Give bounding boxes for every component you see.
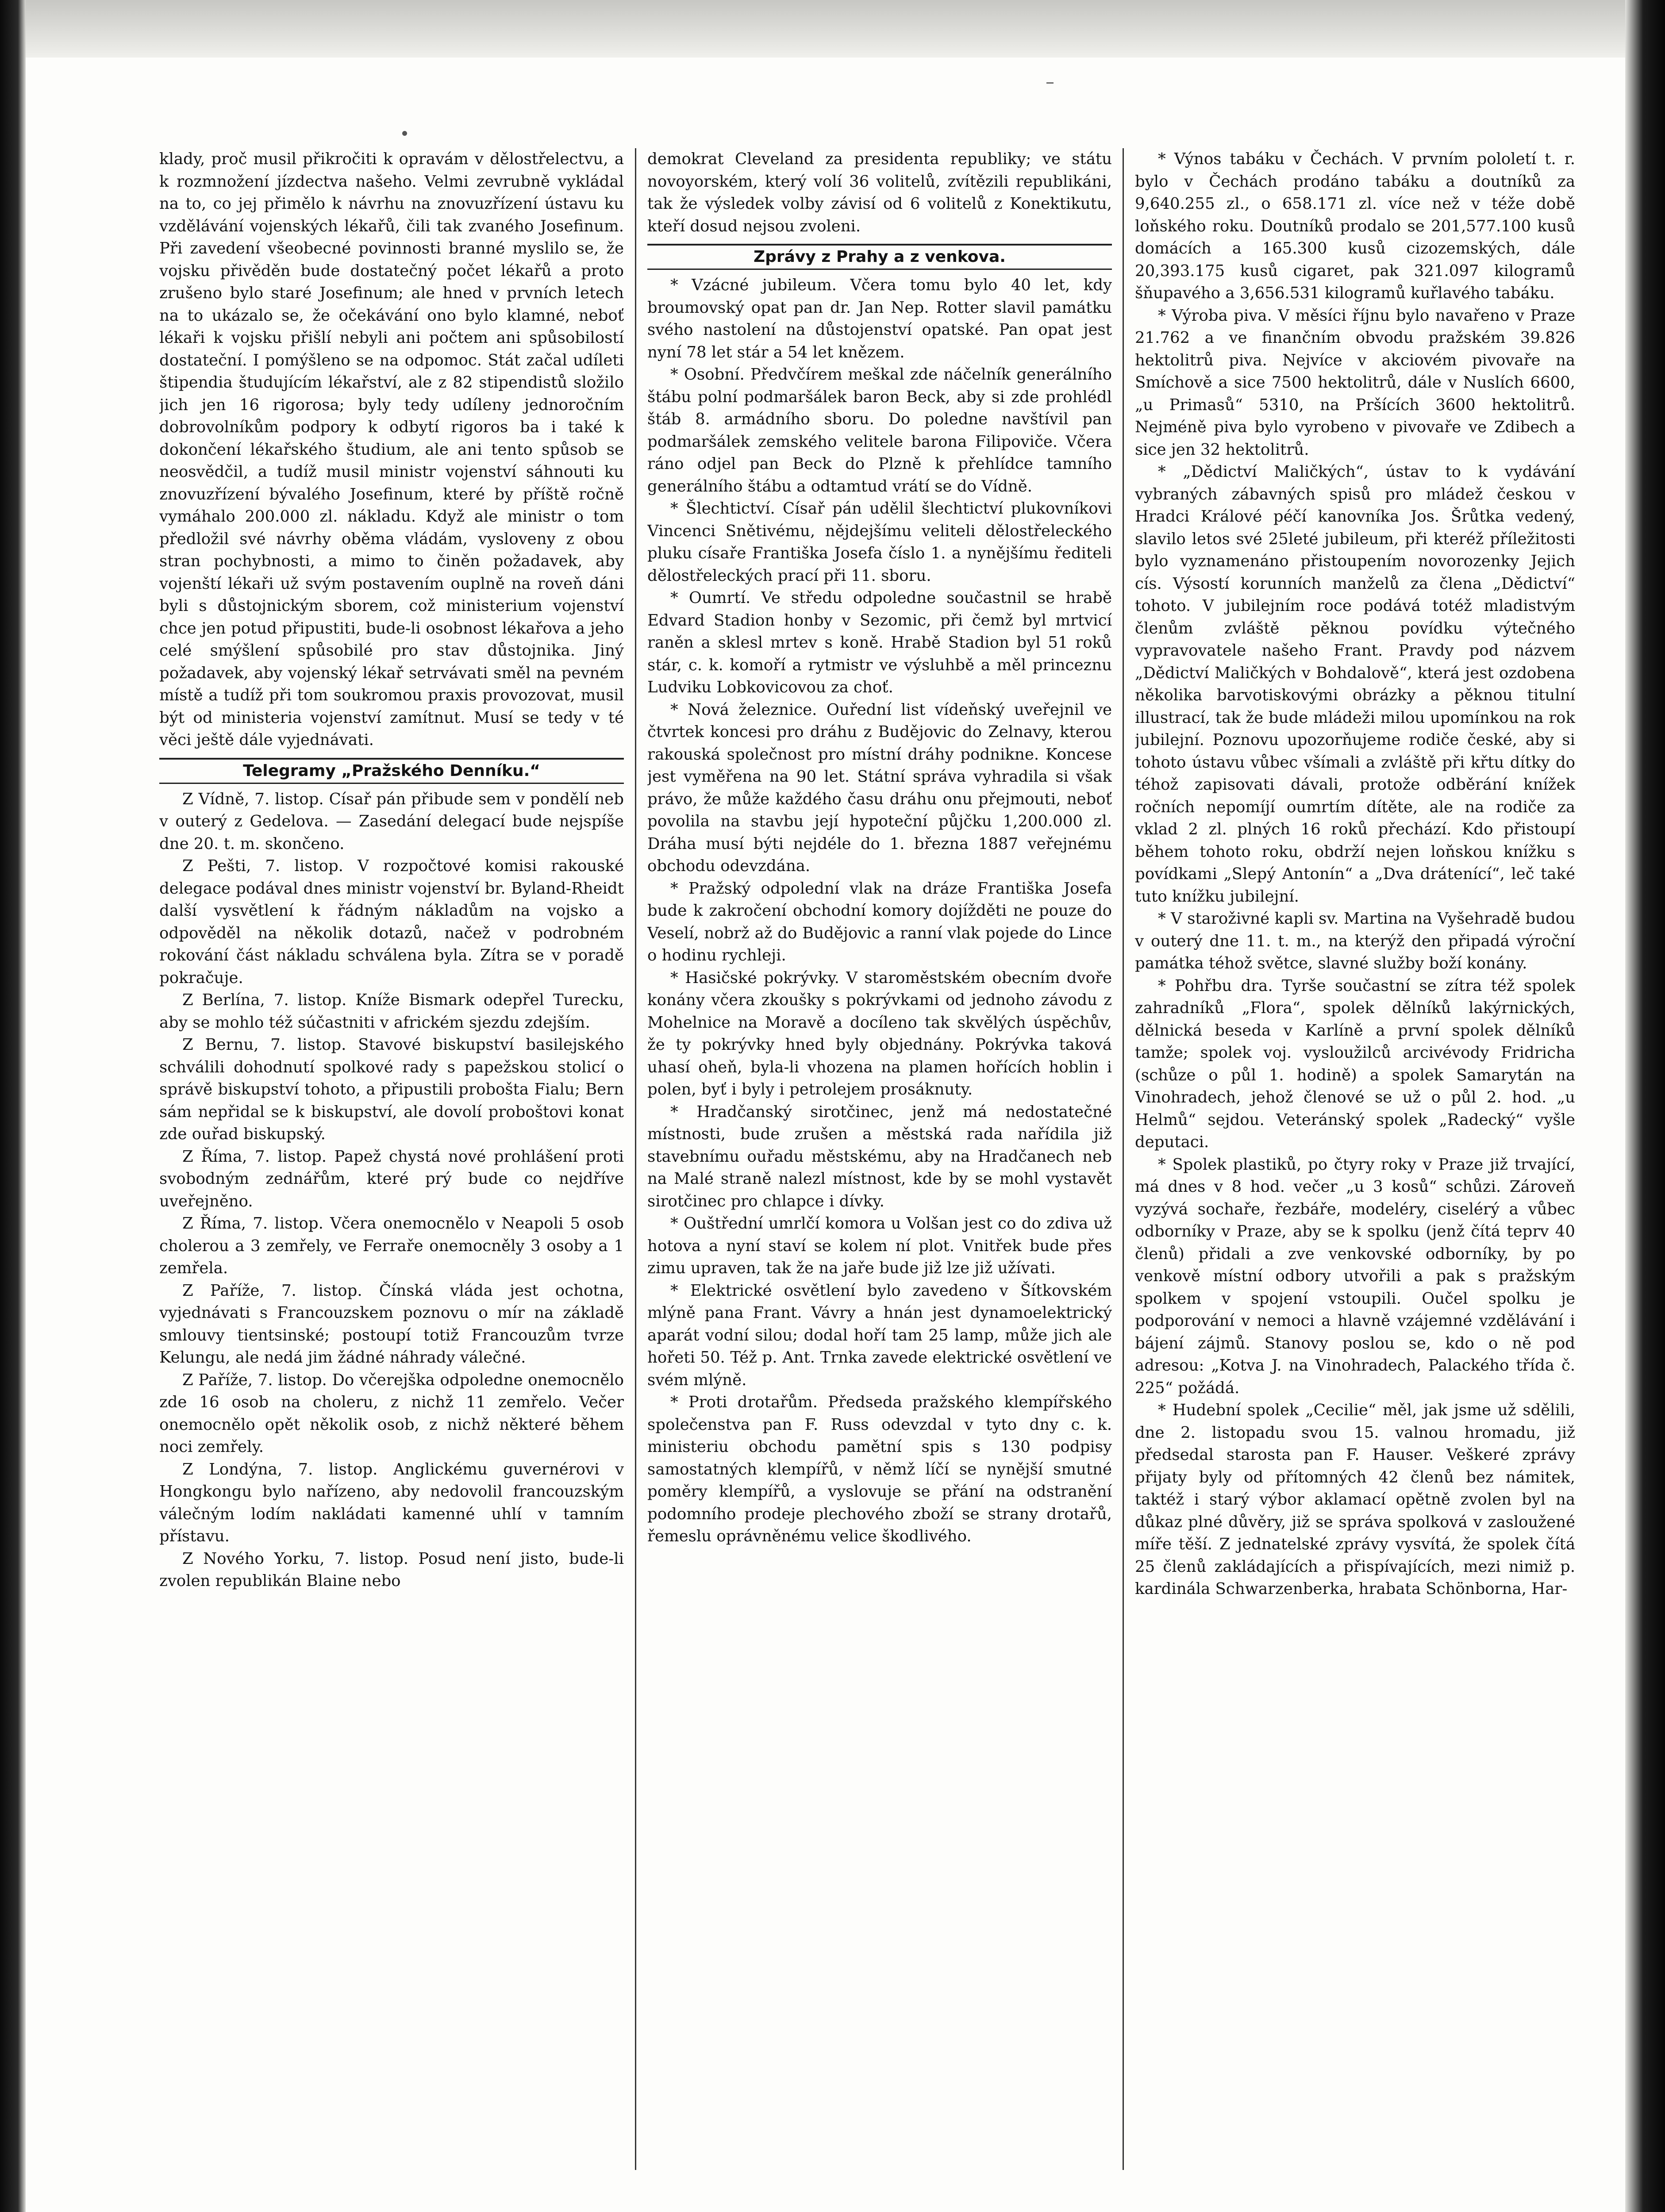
news-item: * Výroba piva. V měsíci říjnu bylo navařeno v Praze 21.762 a ve finančním obvodu pražském 39.826 hektolitrů piva. Nejvíce v akciovém pivovaře na Smíchově a sice 7500 hektolitrů, dále v Nuslích 6600, „u Primasů“ 5310, na Pršících 3600 hektolitrů. Nejméně piva bylo vyrobeno v pivovaře ve Zdibech a sice jen 32 hektolitrů. bbox=[1135, 306, 1575, 459]
telegram-vienna: Z Vídně, 7. listop. Císař pán přibude sem v pondělí neb v outerý z Gedelova. — Zasedání delegací bude nejspíše dne 20. t. m. skončeno. bbox=[159, 790, 624, 853]
telegram-rome-2: Z Říma, 7. listop. Včera onemocnělo v Neapoli 5 osob cholerou a 3 zemřely, ve Ferraře onemocněly 3 osoby a 1 zemřela. bbox=[159, 1214, 624, 1277]
ink-mark bbox=[1046, 82, 1054, 84]
news-item: * Šlechtictví. Císař pán udělil šlechtictví plukovníkovi Vincenci Snětivému, nějdejšímu veliteli dělostřeleckého pluku císaře Františka Josefa číslo 1. a nynějšímu řediteli dělostřeleckých prací při 11. sboru. bbox=[647, 499, 1112, 585]
news-item: * Oumrtí. Ve středu odpoledne součastnil se hrabě Edvard Stadion honby v Sezomic, při čemž byl mrtvicí raněn a sklesl mrtev s koně. Hrabě Stadion byl 51 roků stár, c. k. komoří a rytmistr ve výsluhbě a měl princeznu Ludviku Lobkovicovou za choť. bbox=[647, 589, 1112, 696]
news-item: * Vzácné jubileum. Včera tomu bylo 40 let, kdy broumovský opat pan dr. Jan Nep. Rotter slavil památku svého nastolení na důstojenství opatské. Pan opat jest nyní 78 let stár a 54 let knězem. bbox=[647, 276, 1112, 361]
telegram-rome-1: Z Říma, 7. listop. Papež chystá nové prohlášení proti svobodným zednářům, které prý bude co nejdříve uveřejněno. bbox=[159, 1147, 624, 1210]
news-item: * Pohřbu dra. Tyrše součastní se zítra též spolek zahradníků „Flora“, spolek dělníků lakýrnických, dělnická beseda v Karlíně a první spolek dělníků tamže; spolek voj. vysloužilců arcivévody Fridricha (schůze o půl 1. hodině) a spolek Samarytán na Vinohradech, jehož členové se už o půl 2. hod. „u Helmů“ sejdou. Veteránský spolek „Radecký“ vyšle deputaci. bbox=[1135, 976, 1575, 1151]
column-3 bbox=[1135, 148, 1575, 2170]
scan-top-shadow bbox=[0, 0, 1665, 58]
telegram-bern: Z Bernu, 7. listop. Stavové biskupství basilejského schválili dohodnutí spolkové rady s papežskou stolicí o správě biskupství tohoto, a připustili probošta Fialu; Bern sám nepřidal se k biskupství, ale dovolí proboštovi konat zde ouřad biskupský. bbox=[159, 1036, 624, 1143]
telegram-new-york: Z Nového Yorku, 7. listop. Posud není jisto, bude-li zvolen republikán Blaine nebo bbox=[159, 1549, 624, 1590]
scan-right-edge bbox=[1625, 0, 1665, 2212]
scan-left-edge bbox=[0, 0, 26, 2212]
news-item: * Hasičské pokrývky. V staroměstském obecním dvoře konány včera zkoušky s pokrývkami od jednoho závodu z Mohelnice na Moravě a docíleno tak skvělých úspěchův, že ty pokrývky hned byly objednány. Pokrývka taková uhasí oheň, byla-li vhozena na plamen hořících hoblin i polen, byť i byly i petrolejem prosáknuty. bbox=[647, 968, 1112, 1098]
column-2 bbox=[647, 148, 1112, 2170]
column-1 bbox=[159, 148, 624, 2170]
telegram-paris-1: Z Paříže, 7. listop. Čínská vláda jest ochotna, vyjednávati s Francouzskem poznovu o mír na základě smlouvy tientsinské; postoupí totiž Francouzům tvrze Kelungu, ale nedá jim žádné náhrady válečné. bbox=[159, 1281, 624, 1367]
telegram-london: Z Londýna, 7. listop. Anglickému guvernérovi v Hongkongu bylo nařízeno, aby nedovolil francouzským válečným lodím nakládati kamenné uhlí v tamním přístavu. bbox=[159, 1460, 624, 1545]
news-item: * Spolek plastiků, po čtyry roky v Praze již trvající, má dnes v 8 hod. večer „u 3 kosů“ schůzi. Zároveň vyzývá sochaře, řezbáře, modeléry, ciselérý a vůbec odborníky v Praze, aby se k spolku (jenž čítá teprv 40 členů) přidali a zve venkovské odborníky, by po venkově místní odbory utvořili a pak s pražským spolkem v spojení vstoupili. Oučel spolku je podporování v nemoci a hlavně vzájemné vzdělávání i bájení zájmů. Stanovy poslou se, kdo o ně pod adresou: „Kotva J. na Vinohradech, Palackého třída č. 225“ požádá. bbox=[1135, 1155, 1575, 1397]
news-item: * Elektrické osvětlení bylo zavedeno v Šítkovském mlýně pana Frant. Vávry a hnán jest dynamoelektrický aparát vodní silou; dodal hoří tam 25 lamp, může jich ale hořeti 50. Též p. Ant. Trnka zavede elektrické osvětlení ve svém mlýně. bbox=[647, 1281, 1112, 1389]
column-rule bbox=[635, 148, 636, 2170]
article-continuation: klady, proč musil přikročiti k opravám v dělostřelectvu, a k rozmnožení jízdectva našeho. Velmi zevrubně vykládal na to, co jej přimělo k návrhu na znovuzřízení ústavu ku vzdělávání vojenských lékařů, čili tak zvaného Josefinum. Při zavedení všeobecné povinnosti branné myslilo se, že vojsku přivěděn bude dostatečný počet lékařů a proto zrušeno bylo staré Josefinum; ale hned v prvních letech na to ukázalo se, že očekávání ono bylo klamné, neboť lékaři k vojsku přišlí nebyli ani počtem ani spůsobilostí dostateční. I pomýšleno se na odpomoc. Stát začal udíleti štipendia študujícím lékařství, ale z 82 stipendistů složilo jich jen 16 rigorosa; byly tedy udíleny jednoročním dobrovolníkům podpory k odbytí rigoros ba i také k dokončení lékařského študium, ale ani tento spůsob se neosvědčil, a tudíž musil ministr vojenství sáhnouti ku znovuzřízení bývalého Josefinum, které by příště ročně vymáhalo 200.000 zl. nákladu. Když ale ministr o tom předložil své návrhy oběma vládám, vysloveny z obou stran pochybnosti, a mimo to činěn požadavek, aby vojenští lékaři už svým postavením ouplně na roveň dáni byli s důstojnickým sborem, což ministerium vojenství chce jen potud připustiti, bude-li osobnost lékařova a jeho celé smýšlení spůsobilé pro stav důstojnika. Jiný požadavek, aby vojenský lékař setrvávati směl na pevném místě a tudíž při tom soukromou praxis provozovat, musil být od ministeria vojenství zamítnut. Musí se tedy v té věci ještě dále vyjednávati. bbox=[159, 150, 624, 749]
ink-speck bbox=[402, 131, 407, 136]
news-item: * Osobní. Předvčírem meškal zde náčelník generálního štábu polní podmaršálek baron Beck, aby si zde prohlédl štáb 8. armádního sboru. Do poledne navštívil pan podmaršálek zemského velitele barona Filipoviče. Včera ráno odjel pan Beck do Plzně k přehlídce tamního generálního štábu a odtamtud vrátí se do Vídně. bbox=[647, 365, 1112, 495]
news-item: * V staroživné kapli sv. Martina na Vyšehradě budou v outerý dne 11. t. m., na kterýž den připadá výroční památka téhož světce, slavné služby boží konány. bbox=[1135, 910, 1575, 972]
newspaper-page bbox=[159, 148, 1575, 2170]
telegram-new-york-continued: demokrat Cleveland za presidenta republiky; ve státu novoyorském, který volí 36 volitelů, zvítězili republikáni, tak že výsledek volby závisí od 6 volitelů z Konektikutu, kteří dosud nejsou zvoleni. bbox=[647, 150, 1112, 235]
news-item: * Hudební spolek „Cecilie“ měl, jak jsme už sdělili, dne 2. listopadu svou 15. valnou hromadu, již předsedal starosta pan F. Hauser. Veškeré zprávy přijaty byly od přítomných 42 členů bez námitek, taktéž i starý výbor aklamací opětně zvolen byl na důkaz plné důvěry, již se správa spolková v zasloužené míře těší. Z jednatelské zprávy vysvítá, že spolek čítá 25 členů zakládajících a přispívajících, mezi nimiž p. kardinála Schwarzenberka, hrabata Schönborna, Har- bbox=[1135, 1401, 1575, 1598]
column-rule bbox=[1123, 148, 1124, 2170]
news-item: * Výnos tabáku v Čechách. V prvním pololetí t. r. bylo v Čechách prodáno tabáku a doutníků za 9,640.255 zl., o 658.171 zl. více než v téže době loňského roku. Doutníků prodalo se 201,577.100 kusů domácích a 165.300 kusů cizozemských, dále 20,393.175 kusů cigaret, pak 321.097 kilogramů šňupavého a 3,656.531 kilogramů kuřlavého tabáku. bbox=[1135, 150, 1575, 302]
section-heading-zpravy: Zprávy z Prahy a z venkova. bbox=[647, 244, 1112, 270]
telegram-berlin: Z Berlína, 7. listop. Kníže Bismark odepřel Turecku, aby se mohlo též súčastniti v africkém sjezdu zdejším. bbox=[159, 991, 624, 1032]
news-item: * Nová železnice. Ouřední list vídeňský uveřejnil ve čtvrtek koncesi pro dráhu z Budějovic do Zelnavy, kterou rakouská společnost pro místní dráhy podnikne. Koncese jest vyměřena na 90 let. Státní správa vyhradila si však právo, že může každého času dráhu onu přejmouti, neboť povolila na stavbu její hypoteční půjčku 1,200.000 zl. Dráha musí býti nejdéle do 1. března 1887 veřejnému obchodu odevzdána. bbox=[647, 700, 1112, 875]
telegram-pest: Z Pešti, 7. listop. V rozpočtové komisi rakouské delegace podával dnes ministr vojenství br. Byland-Rheidt další vysvětlení k řádným nákladům na vojsko a odpověděl na několik dotazů, načež v podrobném rokování část nákladu schválena byla. Zítra se v poradě pokračuje. bbox=[159, 857, 624, 987]
news-item: * Pražský odpolední vlak na dráze Františka Josefa bude k zakročení obchodní komory dojížděti ne pouze do Veselí, nobrž až do Budějovic a ranní vlak pojede do Lince o hodinu rychleji. bbox=[647, 879, 1112, 964]
section-heading-telegramy: Telegramy „Pražského Denníku.“ bbox=[159, 758, 624, 784]
news-item: * Hradčanský sirotčinec, jenž má nedostatečné místnosti, bude zrušen a městská rada nařídila již stavebnímu ouřadu městskému, aby na Hradčanech neb na Malé straně nalezl místnost, kde by se mohl vystavět sirotčinec pro chlapce i dívky. bbox=[647, 1102, 1112, 1210]
news-item: * Proti drotařům. Předseda pražského klempířského společenstva pan F. Russ odevzdal v tyto dny c. k. ministeriu obchodu pamětní spis s 130 podpisy samostatných klempířů, v němž líčí se nynější smutné poměry klempířů, a vyslovuje se přání na odstranění podomního prodeje plechového zboží se strany drotařů, řemeslu oprávněnému velice škodlivého. bbox=[647, 1393, 1112, 1545]
news-item: * „Dědictví Maličkých“, ústav to k vydávání vybraných zábavných spisů pro mládež českou v Hradci Králové péčí kanovníka Jos. Šrůtka vedený, slavilo letos své 25leté jubileum, při kteréž příležitosti bylo vyznamenáno přistoupením novorozenky Jejich cís. Výsostí korunních manželů za člena „Dědictví“ tohoto. V jubilejním roce podává totéž mladistvým členům zvláště pěknou povídku výtečného vypravovatele našeho Frant. Pravdy pod názvem „Dědictví Maličkých v Bohdalově“, která jest ozdobena několika barvotiskovými obrázky a pěknou titulní illustrací, tak že bude mládeži milou upomínkou na rok jubilejní. Poznovu upozorňujeme rodiče české, aby si tohoto ústavu vůbec všímali a zvláště při křtu dítky do téhož zapisovati dávali, protože odběrání knížek ročních nepomíjí oumrtím dítěte, ale na rodiče za vklad 2 zl. plných 16 roků přechází. Kdo přistoupí během tohoto roku, obdrží nejen loňskou knížku s povídkami „Slepý Antonín“ a „Dva drátenící“, leč také tuto knížku jubilejní. bbox=[1135, 463, 1575, 906]
news-item: * Ouštřední umrlčí komora u Volšan jest co do zdiva už hotova a nyní staví se kolem ní plot. Vnitřek bude přes zimu upraven, tak že na jaře bude již lze již užívati. bbox=[647, 1214, 1112, 1277]
telegram-paris-2: Z Paříže, 7. listop. Do včerejška odpoledne onemocnělo zde 16 osob na choleru, z nichž 11 zemřelo. Večer onemocnělo opět několik osob, z nichž některé během noci zemřely. bbox=[159, 1371, 624, 1456]
